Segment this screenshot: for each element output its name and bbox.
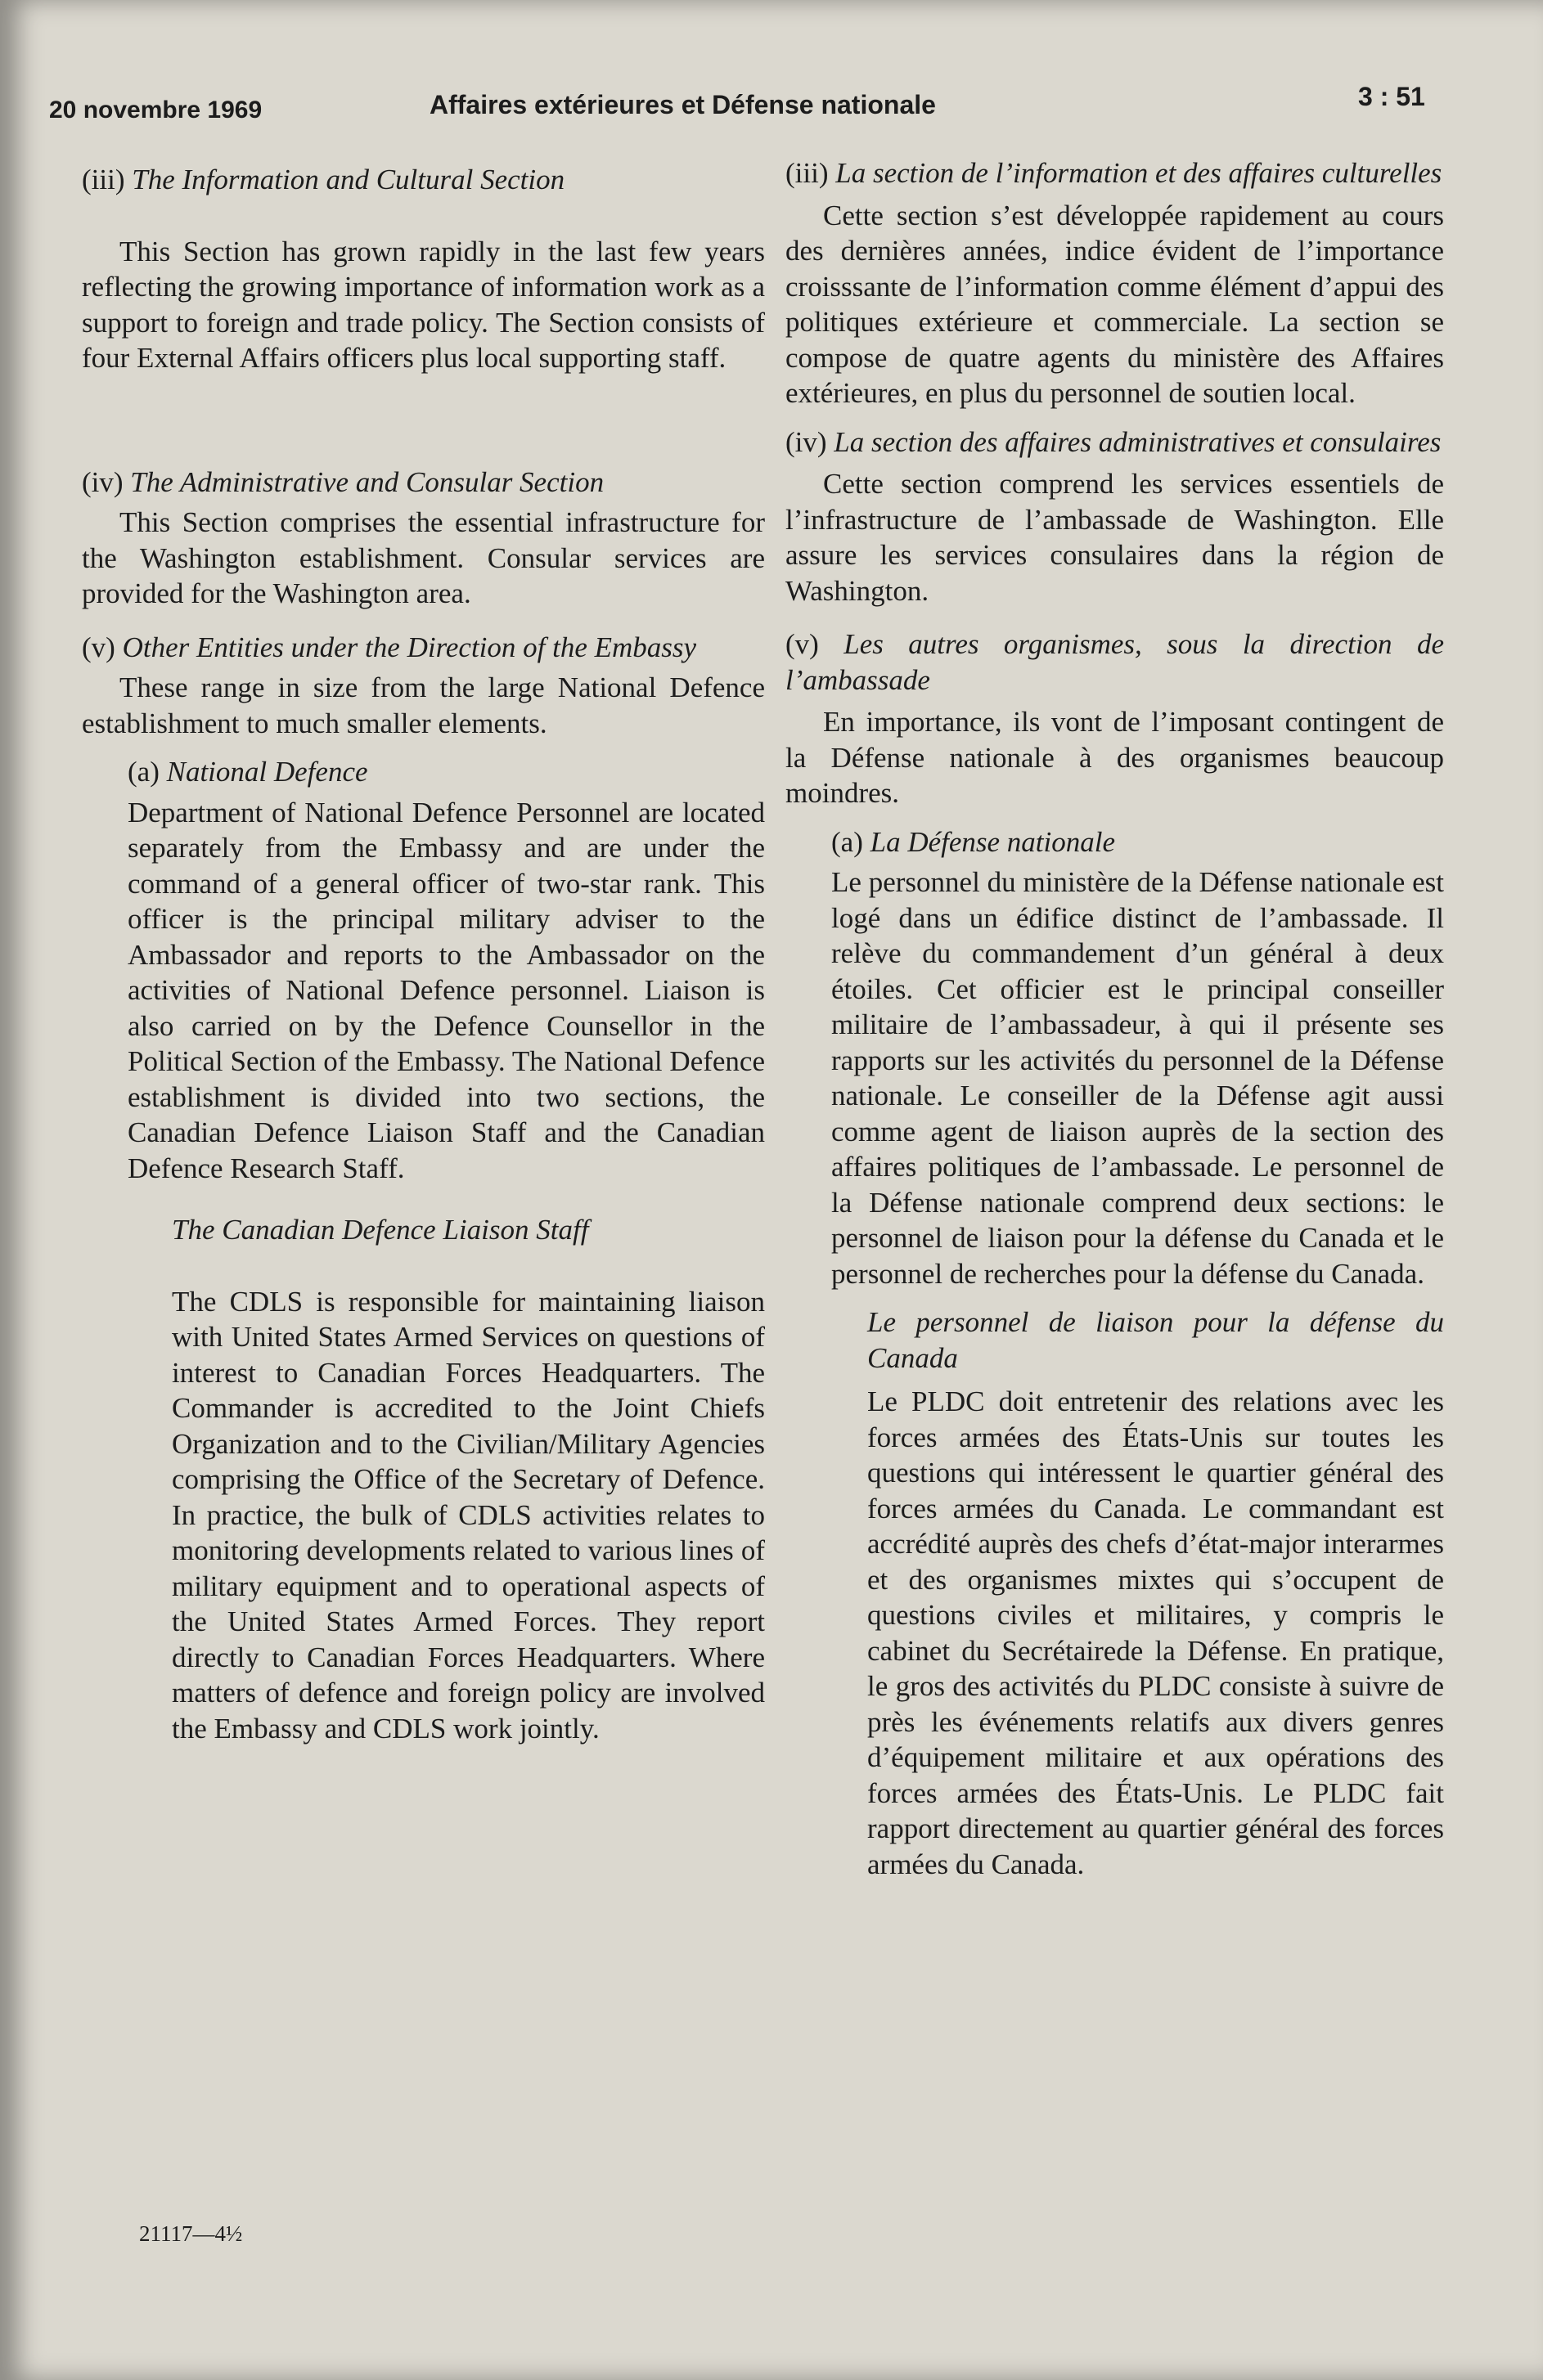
section-iii-body: This Section has grown rapidly in the last few years reflecting the growing importance of information work as a support to foreign and trade policy. The Section consists of four External Affairs officers plus local supporting staff. xyxy=(82,235,765,374)
section-iv-body-fr: Cette section comprend les services essentiels de l’infrastructure de l’ambassade de Washington. Elle assure les services consulaires dans la région de Washington. xyxy=(785,468,1444,607)
section-iv-body: This Section comprises the essential infrastructure for the Washington establishment. Consular services are provided for the Washington area. xyxy=(82,506,765,609)
subsection-a-title-fr: La Défense nationale xyxy=(870,825,1116,858)
section-v-heading: (v) Other Entities under the Direction of the Embassy xyxy=(82,631,697,663)
cdls-heading: The Canadian Defence Liaison Staff xyxy=(172,1214,589,1246)
french-column xyxy=(785,155,1444,1882)
subsection-a-title: National Defence xyxy=(166,756,368,788)
section-iv-title: The Administrative and Consular Section xyxy=(130,465,605,498)
header-title: Affaires extérieures et Défense nationale xyxy=(430,90,936,119)
section-v-heading-fr: (v) Les autres organismes, sous la direction de l’ambassade xyxy=(785,628,1444,696)
english-column xyxy=(82,155,765,1746)
section-v-body-fr: En importance, ils vont de l’imposant contingent de la Défense nationale à des organismes beaucoup moindres. xyxy=(785,706,1444,809)
section-v-title-fr: Les autres organismes, sous la direction de l’ambassade xyxy=(785,628,1444,696)
section-iv-title-fr: La section des affaires administratives et consulaires xyxy=(834,425,1442,458)
section-iii-heading: (iii) The Information and Cultural Section xyxy=(82,164,565,195)
pldc-heading: Le personnel de liaison pour la défense du Canada xyxy=(867,1306,1444,1374)
section-iv-heading: (iv) The Administrative and Consular Section xyxy=(82,465,605,498)
section-iii-title: The Information and Cultural Section xyxy=(132,164,565,195)
section-iii-title-fr: La section de l’information et des affaires culturelles xyxy=(835,157,1442,189)
subsection-a-heading: (a) National Defence xyxy=(128,756,368,788)
cdls-body: The CDLS is responsible for maintaining liaison with United States Armed Services on questions of interest to Canadian Forces Headquarters. The Commander is accredited to the Joint Chiefs Organization and to the Civilian/Military Agencies comprising the Office of the Secretary of Defence. In practice, the bulk of CDLS activities relates to monitoring developments related to various lines of military equipment and to operational aspects of the United States Armed Forces. They report directly to Canadian Forces Headquarters. Where matters of defence and foreign policy are involved the Embassy and CDLS work jointly. xyxy=(172,1285,765,1745)
running-header xyxy=(0,82,1543,131)
print-code: 21117—4½ xyxy=(139,2221,243,2246)
header-date: 20 novembre 1969 xyxy=(49,97,263,123)
subsection-a-body-fr: Le personnel du ministère de la Défense nationale est logé dans un édifice distinct de l’ambassade. Il relève du commandement d’un général à deux étoiles. Cet officier est le principal conseiller militaire de l’ambassadeur, à qui il présente ses rapports sur les activités du personnel de la Défense nationale. Le conseiller de la Défense agit aussi comme agent de liaison auprès de la section des affaires politiques de l’ambassade. Le personnel de la Défense nationale comprend deux sections: le personnel de liaison pour la défense du Canada et le personnel de recherches pour la défense du Canada. xyxy=(831,866,1444,1290)
pldc-body: Le PLDC doit entretenir des relations avec les forces armées des États-Unis sur toutes les questions qui intéressent le quartier général des forces armées du Canada. Le commandant est accrédité auprès des chefs d’état-major interarmes et des organismes mixtes qui s’occupent de questions civiles et militaires, y compris le cabinet du Secrétairede la Défense. En pratique, le gros des activités du PLDC consiste à suivre de près les événements relatifs aux divers genres d’équipement militaire et aux opérations des forces armées des États-Unis. Le PLDC fait rapport directement au quartier général des forces armées du Canada. xyxy=(867,1385,1444,1880)
section-iii-heading-fr: (iii) La section de l’information et des affaires culturelles xyxy=(785,157,1442,189)
section-v-body: These range in size from the large National Defence establishment to much smaller elements. xyxy=(82,671,765,739)
header-page-number: 3 : 51 xyxy=(1358,82,1425,111)
subsection-a-heading-fr: (a) La Défense nationale xyxy=(831,825,1116,858)
section-iii-body-fr: Cette section s’est développée rapidement au cours des dernières années, indice évident de l’importance croisssante de l’information comme élément d’appui des politiques extérieure et commerciale. La section se compose de quatre agents du ministère des Affaires extérieures, en plus du personnel de soutien local. xyxy=(785,199,1444,409)
section-v-title: Other Entities under the Direction of the Embassy xyxy=(122,631,697,663)
section-iv-heading-fr: (iv) La section des affaires administratives et consulaires xyxy=(785,425,1442,458)
subsection-a-body: Department of National Defence Personnel are located separately from the Embassy and are under the command of a general officer of two-star rank. This officer is the principal military adviser to the Ambassador and reports to the Ambassador on the activities of National Defence personnel. Liaison is also carried on by the Defence Counsellor in the Political Section of the Embassy. The National Defence establishment is divided into two sections, the Canadian Defence Liaison Staff and the Canadian Defence Research Staff. xyxy=(128,796,765,1184)
